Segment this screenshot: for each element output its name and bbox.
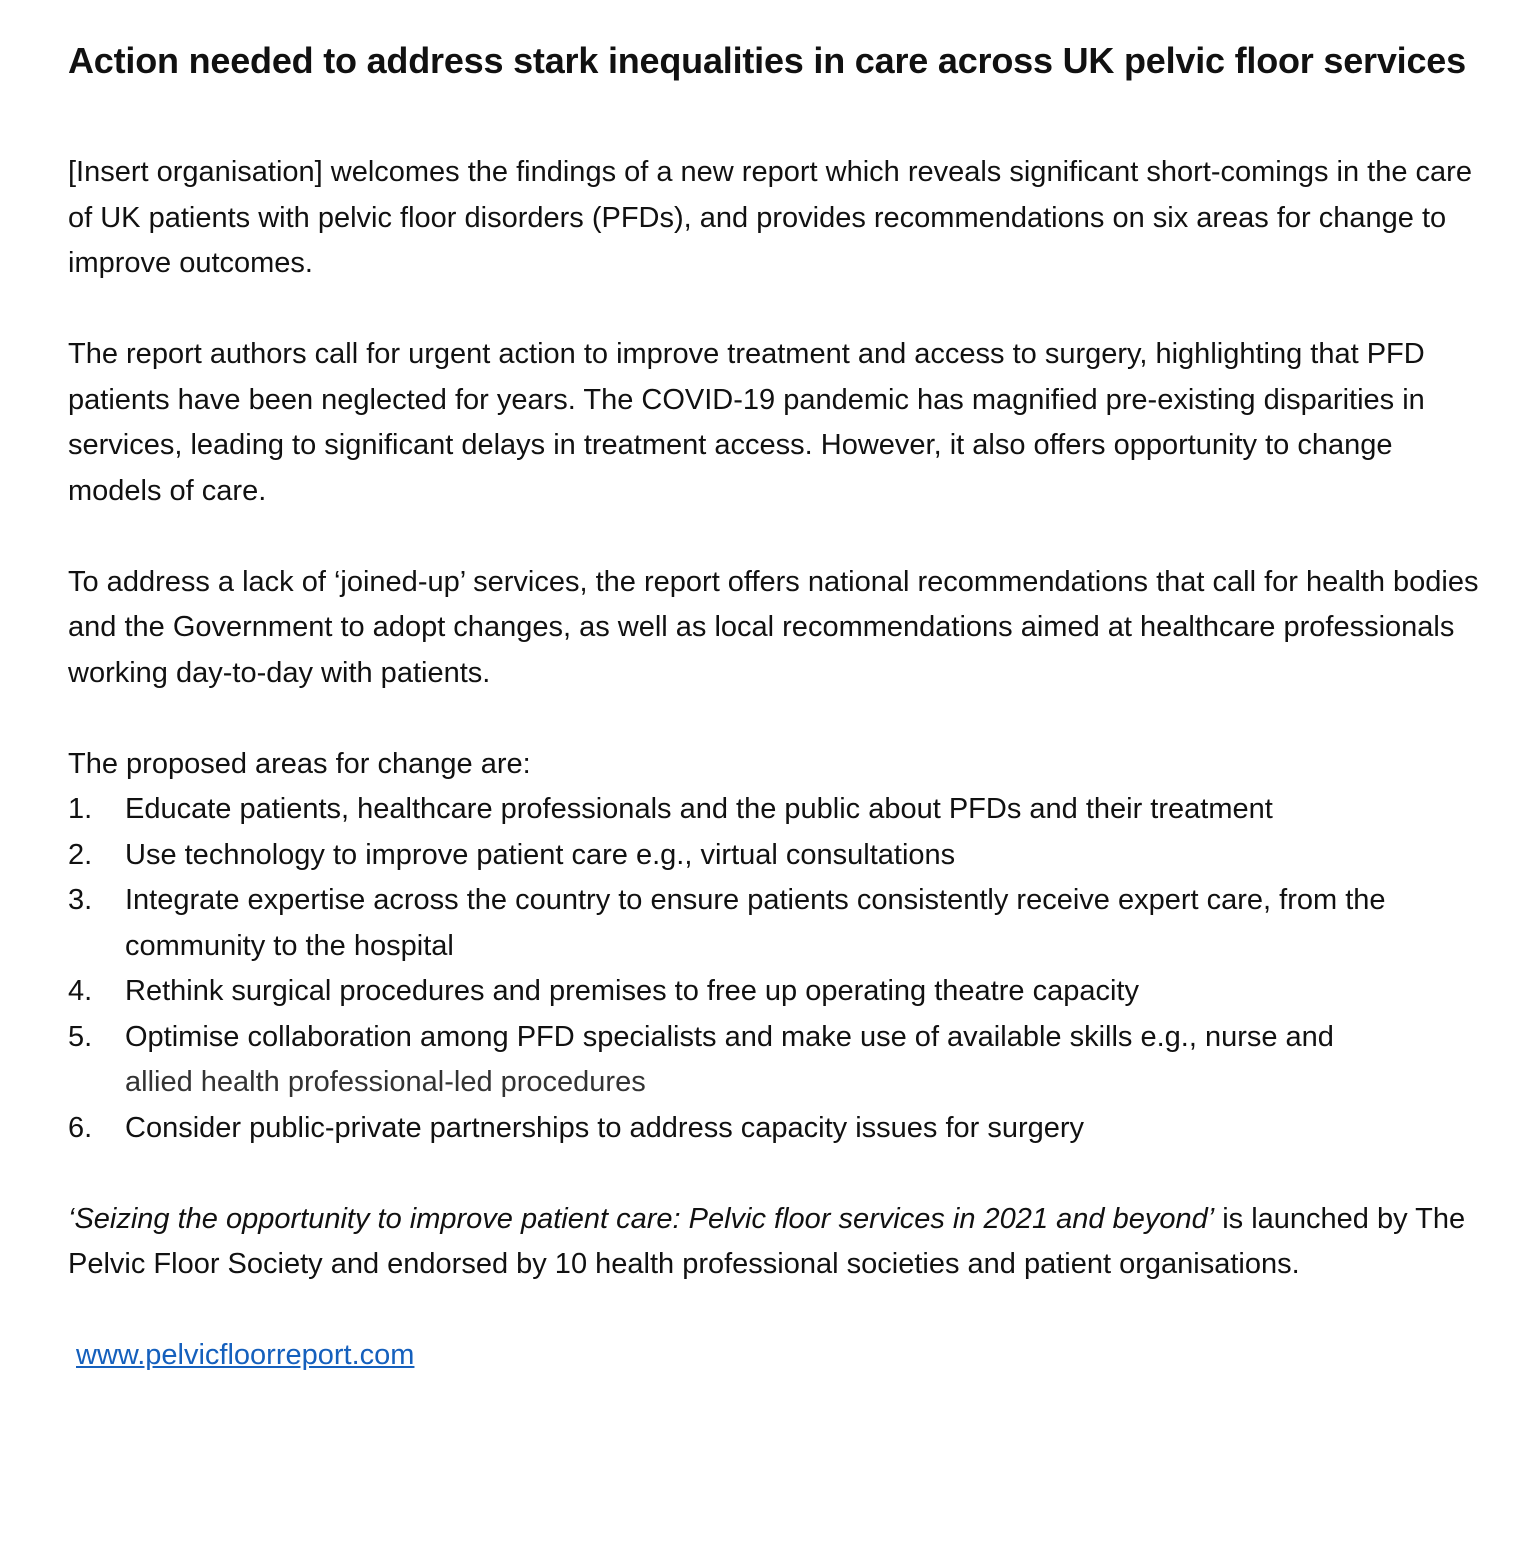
list-item-number: 6.	[68, 1111, 93, 1144]
list-item-number: 5.	[68, 1020, 93, 1053]
list-item-number: 3.	[68, 884, 93, 916]
areas-for-change-list	[68, 787, 1488, 1151]
list-item-text	[125, 1021, 1334, 1099]
list-item	[68, 833, 1488, 879]
paragraph-call-for-action: The report authors call for urgent action to improve treatment and access to surgery, highlighting that PFD patients have been neglected for years. The COVID-19 pandemic has magnified pre-existing disparities in services, leading to significant delays in treatment access. However, it also offers opportunity to change models of care.	[68, 338, 1425, 507]
paragraph-closing	[68, 1197, 1488, 1288]
document-title: Action needed to address stark inequalities in care across UK pelvic floor services	[68, 40, 1466, 81]
list-item-number: 1.	[68, 793, 93, 825]
closing-text: is launched by The Pelvic Floor Society and endorsed by 10 health professional societies and patient organisations.	[68, 1202, 1466, 1280]
list-item	[68, 1106, 1488, 1152]
list-item	[68, 787, 1488, 833]
list-item	[68, 878, 1488, 969]
report-website-link[interactable]: www.pelvicfloorreport.com	[76, 1339, 415, 1371]
list-item-text-main: Optimise collaboration among PFD specialists and make use of available skills e.g., nurse and	[125, 1020, 1334, 1053]
list-item-text: Consider public-private partnerships to address capacity issues for surgery	[125, 1111, 1085, 1144]
list-item-text: Rethink surgical procedures and premises to free up operating theatre capacity	[125, 975, 1139, 1007]
paragraph-intro: [Insert organisation] welcomes the findings of a new report which reveals significant short-comings in the care of UK patients with pelvic floor disorders (PFDs), and provides recommendations on six areas for change to improve outcomes.	[68, 156, 1472, 279]
document-body	[68, 32, 1488, 1424]
list-item-number: 2.	[68, 838, 93, 871]
list-item-text-continued: allied health professional-led procedures	[125, 1066, 646, 1098]
list-item	[68, 969, 1488, 1015]
paragraph-recommendations: To address a lack of ‘joined-up’ services, the report offers national recommendations that call for health bodies and the Government to adopt changes, as well as local recommendations aimed at healthcare professionals working day-to-day with patients.	[68, 565, 1479, 689]
report-title-italic: ‘Seizing the opportunity to improve patient care: Pelvic floor services in 2021 and beyond’	[68, 1202, 1215, 1235]
list-item-text: Use technology to improve patient care e.g., virtual consultations	[125, 838, 956, 871]
list-item	[68, 1015, 1488, 1106]
list-intro: The proposed areas for change are:	[68, 747, 531, 780]
list-item-text: Integrate expertise across the country to ensure patients consistently receive expert care, from the community to the hospital	[125, 884, 1386, 962]
link-line	[68, 1333, 1488, 1379]
list-item-text: Educate patients, healthcare professionals and the public about PFDs and their treatment	[125, 793, 1273, 825]
list-item-number: 4.	[68, 975, 93, 1007]
